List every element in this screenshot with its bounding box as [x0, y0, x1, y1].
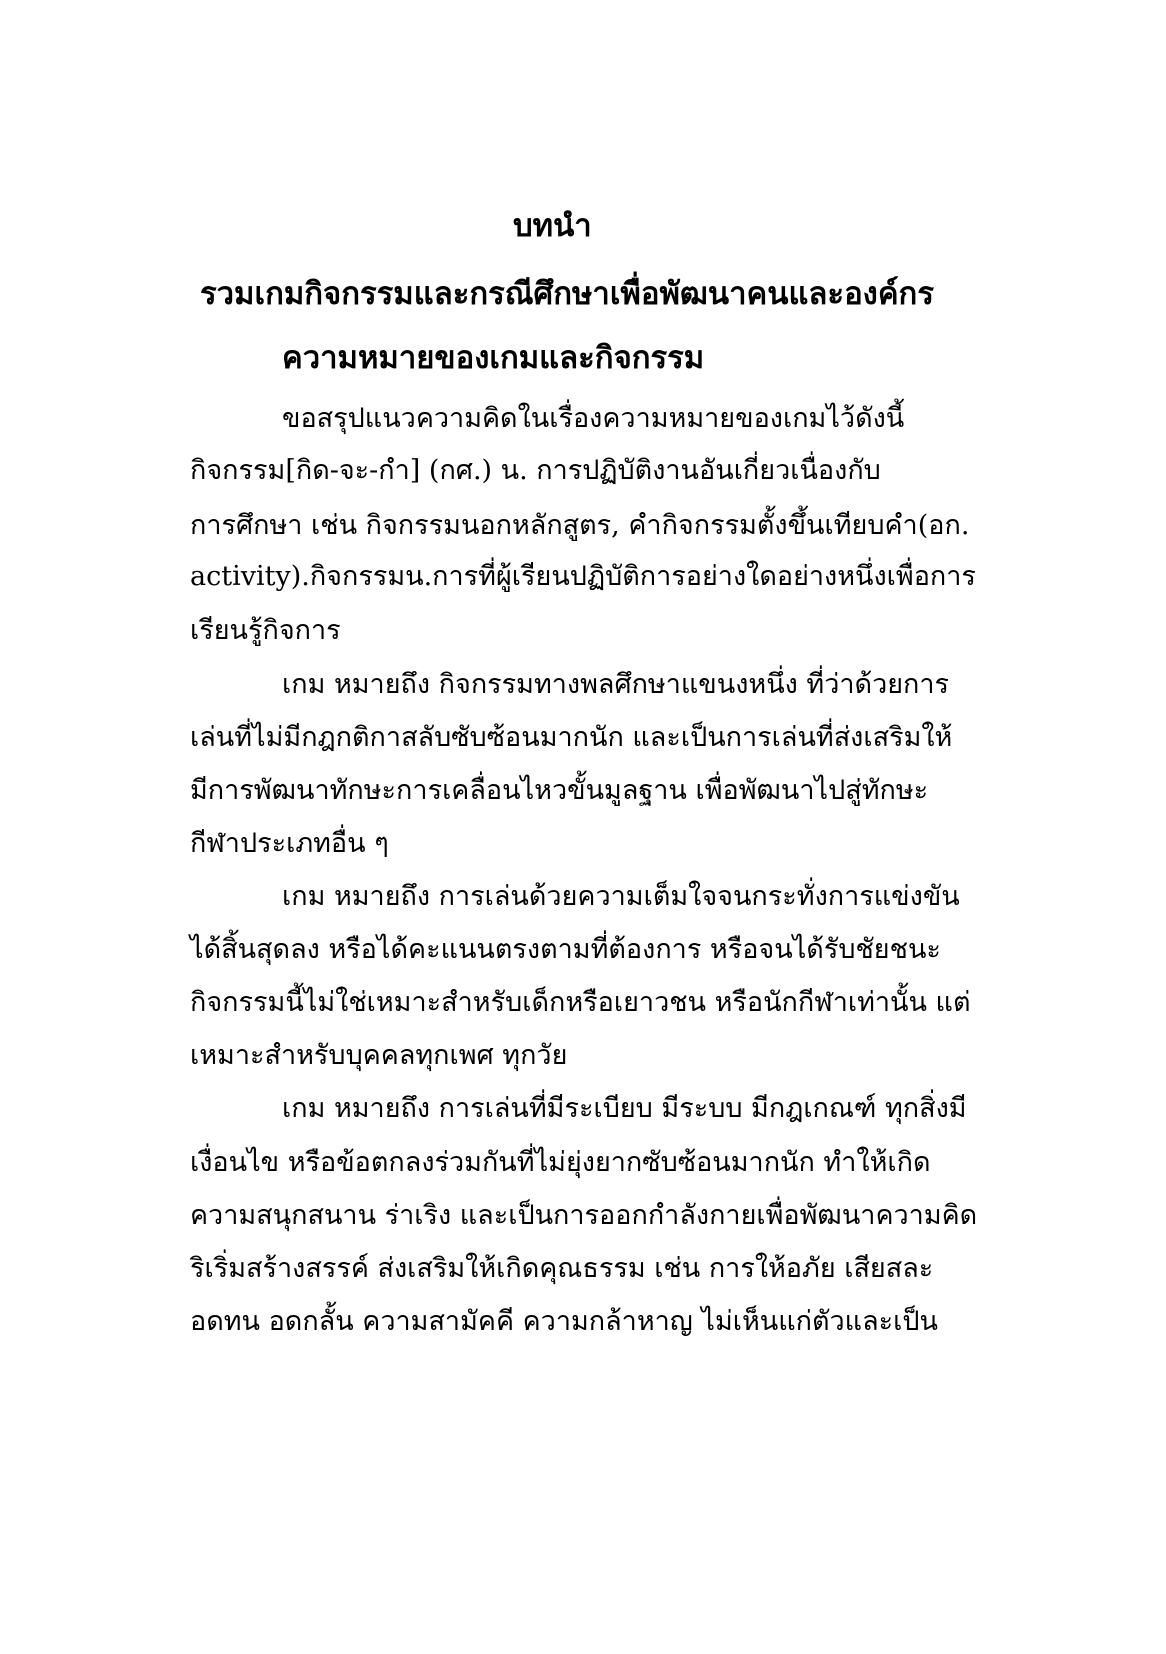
- paragraph-line: เล่นที่ไม่มีกฎกติกาสลับซับซ้อนมากนัก และเป็นการเล่นที่ส่งเสริมให้: [190, 722, 953, 753]
- paragraph-line: เรียนรู้กิจการ: [190, 615, 341, 646]
- document-title: บทนำ: [513, 208, 592, 244]
- paragraph-line: อดทน อดกลั้น ความสามัคคี ความกล้าหาญ ไม่เห็นแก่ตัวและเป็น: [190, 1306, 938, 1337]
- paragraph-line: การศึกษา เช่น กิจกรรมนอกหลักสูตร, คำกิจกรรมตั้งขึ้นเทียบคำ(อก.: [190, 510, 970, 541]
- paragraph-line: กิจกรรม[กิด-จะ-กำ] (กศ.) น. การปฏิบัติงานอันเกี่ยวเนื่องกับ: [190, 455, 881, 486]
- paragraph-line: ได้สิ้นสุดลง หรือได้คะแนนตรงตามที่ต้องการ หรือจนได้รับชัยชนะ: [190, 934, 941, 965]
- paragraph-line: เหมาะสำหรับบุคคลทุกเพศ ทุกวัย: [190, 1040, 568, 1071]
- paragraph-line: ขอสรุปแนวความคิดในเรื่องความหมายของเกมไว้ดังนี้: [282, 403, 905, 434]
- paragraph-line: กีฬาประเภทอื่น ๆ: [190, 828, 389, 859]
- paragraph-line: มีการพัฒนาทักษะการเคลื่อนไหวขั้นมูลฐาน เพื่อพัฒนาไปสู่ทักษะ: [190, 775, 929, 806]
- paragraph-line: ความสนุกสนาน ร่าเริง และเป็นการออกกำลังกายเพื่อพัฒนาความคิด: [190, 1200, 978, 1231]
- paragraph-line: เกม หมายถึง การเล่นด้วยความเต็มใจจนกระทั่งการแข่งขัน: [282, 881, 960, 912]
- paragraph-line: เกม หมายถึง กิจกรรมทางพลศึกษาแขนงหนึ่ง ที่ว่าด้วยการ: [282, 669, 950, 700]
- paragraph-line: กิจกรรมนี้ไม่ใช่เหมาะสำหรับเด็กหรือเยาวชน หรือนักกีฬาเท่านั้น แต่: [190, 987, 971, 1018]
- paragraph-line: เกม หมายถึง การเล่นที่มีระเบียบ มีระบบ มีกฎเกณฑ์ ทุกสิ่งมี: [282, 1093, 967, 1124]
- document-subtitle: รวมเกมกิจกรรมและกรณีศึกษาเพื่อพัฒนาคนและองค์กร: [200, 276, 934, 312]
- paragraph-line: ริเริ่มสร้างสรรค์ ส่งเสริมให้เกิดคุณธรรม เช่น การให้อภัย เสียสละ: [190, 1253, 934, 1284]
- section-heading: ความหมายของเกมและกิจกรรม: [282, 340, 705, 376]
- paragraph-line: เงื่อนไข หรือข้อตกลงร่วมกันที่ไม่ยุ่งยากซับซ้อนมากนัก ทำให้เกิด: [190, 1147, 931, 1178]
- paragraph-line: activity).กิจกรรมน.การที่ผู้เรียนปฏิบัติการอย่างใดอย่างหนึ่งเพื่อการ: [190, 561, 976, 592]
